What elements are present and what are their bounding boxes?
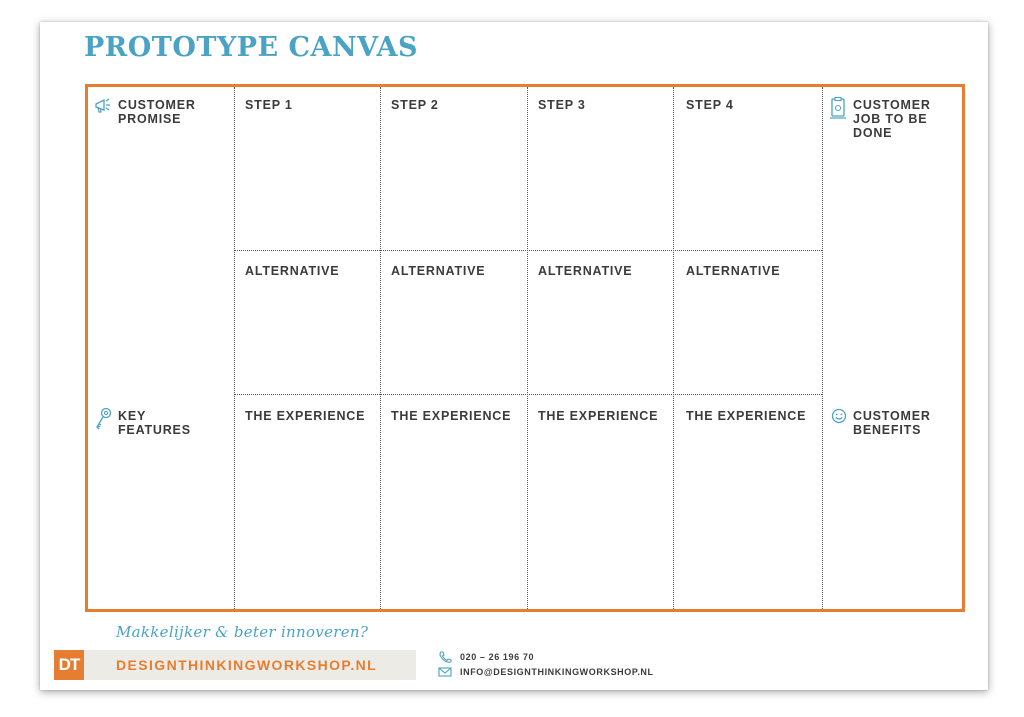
step-3-experience: THE EXPERIENCE [538,409,659,423]
phone-number: 020 – 26 196 70 [460,652,535,662]
step-3-alternative: ALTERNATIVE [538,264,633,278]
step-4-alternative: ALTERNATIVE [686,264,781,278]
website-link[interactable]: DESIGNTHINKINGWORKSHOP.NL [116,657,378,673]
key-icon [94,407,114,427]
megaphone-icon [94,96,114,116]
step-2-header: STEP 2 [391,98,439,112]
key-features-label: KEY FEATURES [118,409,191,437]
step-2-alternative: ALTERNATIVE [391,264,486,278]
email-address[interactable]: INFO@DESIGNTHINKINGWORKSHOP.NL [460,667,654,677]
step-3-header: STEP 3 [538,98,586,112]
column-divider [380,87,381,609]
page-title: PROTOTYPE CANVAS [84,32,418,63]
row-divider [234,250,822,251]
step-1-alternative: ALTERNATIVE [245,264,340,278]
job-to-be-done-section [829,98,962,140]
envelope-icon [438,666,452,678]
dt-logo: DT [54,650,84,680]
step-1-header: STEP 1 [245,98,293,112]
email-contact[interactable] [438,666,654,678]
job-to-be-done-label: CUSTOMER JOB TO BE DONE [853,98,931,140]
customer-benefits-section [829,409,931,437]
step-4-header: STEP 4 [686,98,734,112]
key-features-section [94,409,191,437]
footer-tagline: Makkelijker & beter innoveren? [116,623,369,641]
step-4-experience: THE EXPERIENCE [686,409,807,423]
clipboard-icon [829,96,849,116]
column-divider [822,87,823,609]
column-divider [673,87,674,609]
phone-icon [438,651,452,663]
smiley-icon [829,407,849,427]
step-2-experience: THE EXPERIENCE [391,409,512,423]
column-divider [234,87,235,609]
prototype-canvas-grid [85,84,965,612]
row-divider [234,394,822,395]
column-divider [527,87,528,609]
customer-promise-label: CUSTOMER PROMISE [118,98,196,126]
website-band[interactable] [84,650,416,680]
phone-contact [438,651,534,663]
customer-benefits-label: CUSTOMER BENEFITS [853,409,931,437]
canvas-sheet [40,22,988,690]
step-1-experience: THE EXPERIENCE [245,409,366,423]
customer-promise-section [94,98,196,126]
